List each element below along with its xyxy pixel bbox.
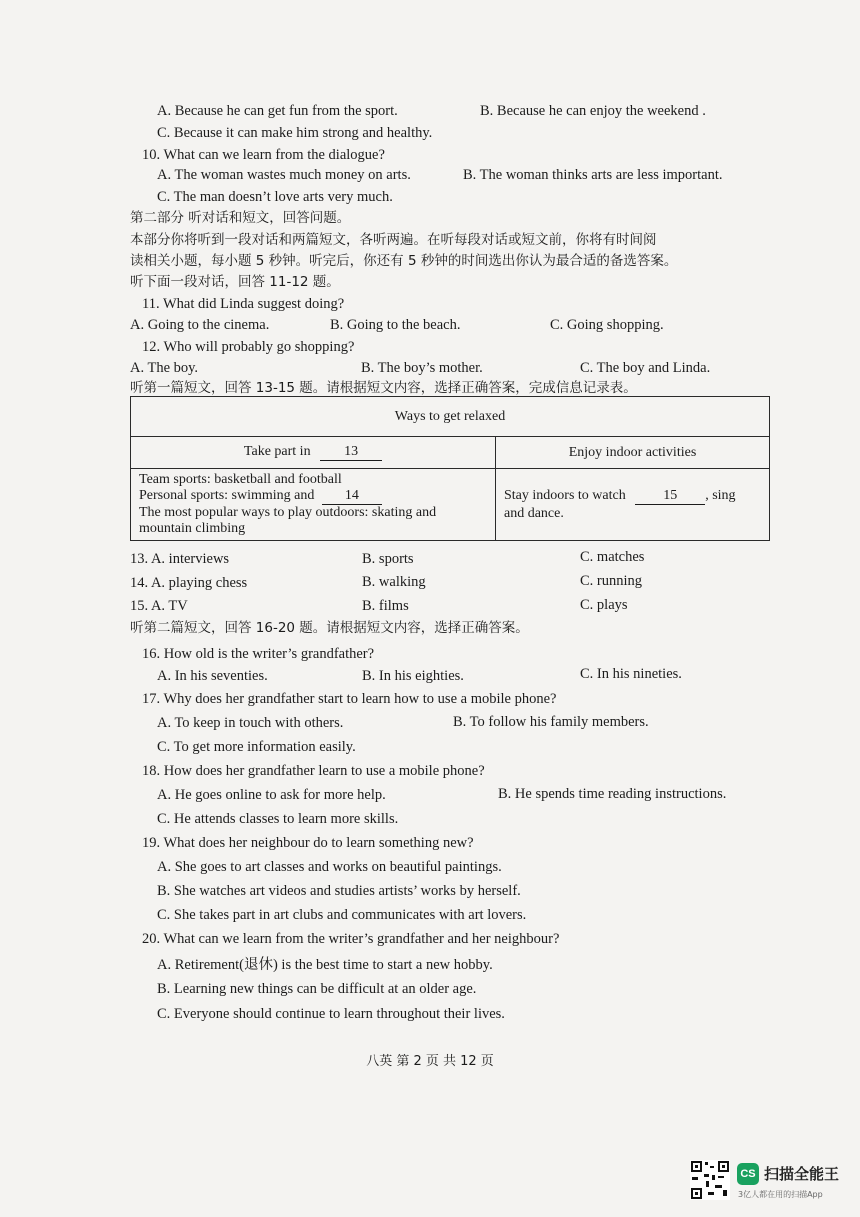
page-footer: 八英 第 2 页 共 12 页 (366, 1054, 494, 1069)
question-20: 20. What can we learn from the writer’s grandfather and her neighbour? (142, 931, 560, 947)
q17-option-b: B. To follow his family members. (453, 714, 649, 730)
stay-indoors-label: Stay indoors to watch (504, 488, 626, 503)
personal-sports-label: Personal sports: swimming and (139, 488, 315, 503)
scanner-tagline: 3亿人都在用的扫描App (738, 1190, 823, 1199)
question-11: 11. What did Linda suggest doing? (142, 296, 345, 312)
outdoor-ways-line-2: mountain climbing (139, 521, 246, 536)
take-part-label: Take part in (243, 444, 311, 459)
dance-line: and dance. (504, 506, 564, 521)
sing-label: , sing (705, 488, 736, 503)
q19-option-b: B. She watches art videos and studies artists’ works by herself. (157, 883, 521, 899)
q18-option-a: A. He goes online to ask for more help. (157, 787, 386, 803)
q13-option-a: 13. A. interviews (130, 551, 230, 567)
q17-option-a: A. To keep in touch with others. (157, 715, 344, 731)
question-17: 17. Why does her grandfather start to learn how to use a mobile phone? (142, 691, 557, 707)
question-19: 19. What does her neighbour do to learn something new? (142, 835, 474, 851)
q14-option-c: C. running (580, 573, 643, 589)
q16-option-c: C. In his nineties. (580, 666, 682, 682)
scanner-logo-icon: CS (737, 1163, 759, 1185)
blank-14: 14 (322, 488, 382, 505)
question-12: 12. Who will probably go shopping? (142, 339, 355, 355)
q18-option-b: B. He spends time reading instructions. (498, 786, 727, 802)
q10-option-c: C. The man doesn’t love arts very much. (157, 189, 393, 205)
q9-option-a: A. Because he can get fun from the sport. (157, 103, 398, 119)
personal-sports-line (139, 488, 487, 505)
table-right-content (496, 469, 770, 541)
q16-option-b: B. In his eighties. (362, 668, 464, 684)
q10-option-a: A. The woman wastes much money on arts. (157, 167, 411, 183)
team-sports-line: Team sports: basketball and football (139, 472, 342, 487)
q10-option-b: B. The woman thinks arts are less important. (463, 167, 723, 183)
q13-option-c: C. matches (580, 549, 645, 565)
q15-option-a: 15. A. TV (130, 598, 188, 614)
q19-option-a: A. She goes to art classes and works on beautiful paintings. (157, 859, 502, 875)
q9-option-c: C. Because it can make him strong and healthy. (157, 125, 433, 141)
q15-option-b: B. films (362, 598, 409, 614)
q17-option-c: C. To get more information easily. (157, 739, 356, 755)
q16-option-a: A. In his seventies. (157, 668, 268, 684)
part2-intro-3: 听下面一段对话，回答 11-12 题。 (130, 274, 340, 290)
q9-option-b: B. Because he can enjoy the weekend . (480, 103, 706, 119)
q13-option-b: B. sports (362, 551, 414, 567)
question-10: 10. What can we learn from the dialogue? (142, 147, 385, 163)
q11-option-b: B. Going to the beach. (330, 317, 461, 333)
passage1-instruction: 听第一篇短文，回答 13-15 题。请根据短文内容，选择正确答案，完成信息记录表。 (130, 380, 637, 396)
blank-15: 15 (635, 487, 705, 505)
q11-option-a: A. Going to the cinema. (130, 317, 270, 333)
q20-option-a: A. Retirement(退休) is the best time to start a new hobby. (157, 957, 493, 973)
q20-option-b: B. Learning new things can be difficult at an older age. (157, 981, 477, 997)
table-left-header (131, 437, 496, 469)
question-18: 18. How does her grandfather learn to use a mobile phone? (142, 763, 485, 779)
part2-intro-1: 本部分你将听到一段对话和两篇短文，各听两遍。在听每段对话或短文前，你将有时间阅 (130, 232, 657, 248)
info-record-table (130, 396, 770, 541)
outdoor-ways-line: The most popular ways to play outdoors: skating and (139, 505, 437, 520)
scanner-app-name: 扫描全能王 (764, 1165, 840, 1183)
q14-option-a: 14. A. playing chess (130, 575, 248, 591)
q19-option-c: C. She takes part in art clubs and communicates with art lovers. (157, 907, 527, 923)
q12-option-b: B. The boy’s mother. (361, 360, 483, 376)
q20-option-c: C. Everyone should continue to learn throughout their lives. (157, 1006, 505, 1022)
question-16: 16. How old is the writer’s grandfather? (142, 646, 375, 662)
stay-indoors-line (504, 487, 761, 505)
blank-13: 13 (320, 444, 382, 461)
passage2-instruction: 听第二篇短文，回答 16-20 题。请根据短文内容，选择正确答案。 (130, 620, 529, 636)
part2-intro-2: 读相关小题，每小题 5 秒钟。听完后，你还有 5 秒钟的时间选出你认为最合适的备选答案。 (130, 253, 678, 269)
q18-option-c: C. He attends classes to learn more skills. (157, 811, 399, 827)
table-title: Ways to get relaxed (131, 397, 770, 437)
qr-code-icon (690, 1160, 730, 1200)
table-right-header: Enjoy indoor activities (496, 437, 770, 469)
q15-option-c: C. plays (580, 597, 628, 613)
q12-option-c: C. The boy and Linda. (580, 360, 711, 376)
q11-option-c: C. Going shopping. (550, 317, 664, 333)
table-left-content (131, 469, 496, 541)
q12-option-a: A. The boy. (130, 360, 199, 376)
q14-option-b: B. walking (362, 574, 426, 590)
part2-heading: 第二部分 听对话和短文，回答问题。 (130, 210, 351, 226)
